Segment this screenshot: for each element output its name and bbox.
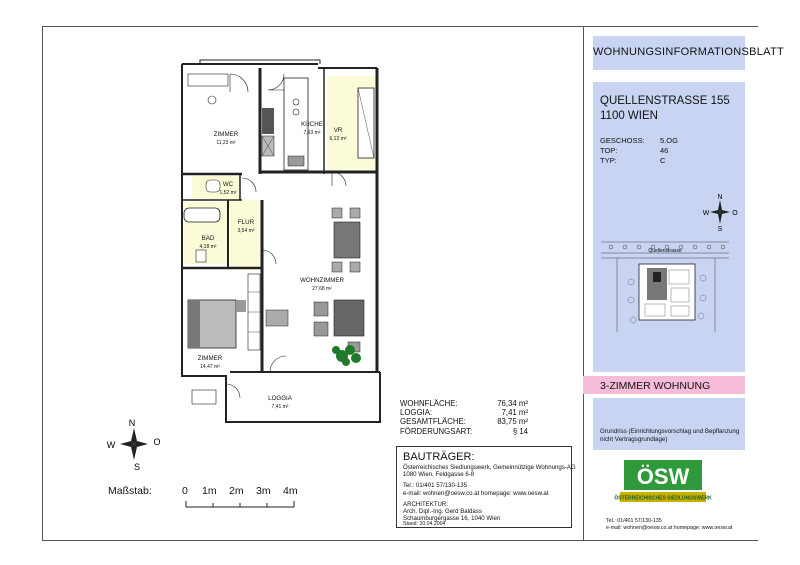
- address-city: 1100 WIEN: [600, 110, 658, 122]
- room-name: BAD: [201, 235, 215, 242]
- address-street: QUELLENSTRASSE 155: [600, 95, 730, 107]
- attr-label: TOP:: [600, 146, 618, 155]
- architect-date: Stand: 20.04.2004: [403, 521, 446, 527]
- area-label: FÖRDERUNGSART:: [400, 426, 473, 436]
- compass-w: W: [106, 440, 116, 450]
- attr-value: C: [660, 156, 666, 165]
- sidebar-footer: [606, 518, 732, 532]
- scale-mark: 0: [182, 485, 188, 497]
- compass-s: S: [133, 462, 141, 472]
- room-area: 27,68 m²: [312, 286, 332, 292]
- room-name: WC: [222, 181, 234, 188]
- area-value: § 14: [512, 426, 528, 436]
- footer-tel: Tel.: 01/401 57/130-135: [606, 518, 662, 524]
- builder-address: 1080 Wien, Feldgasse 6-8: [403, 471, 475, 478]
- scale-bar: [184, 498, 296, 510]
- unit-type: 3-ZIMMER WOHNUNG: [600, 380, 711, 392]
- compass-n: N: [717, 194, 723, 201]
- compass-o: O: [153, 437, 161, 447]
- area-label: GESAMTFLÄCHE:: [400, 417, 466, 427]
- sheet-title: WOHNUNGSINFORMATIONSBLATT: [593, 46, 785, 58]
- room-area: 6,12 m²: [329, 136, 347, 142]
- room-name: LOGGIA: [268, 395, 292, 402]
- floor-plan: [170, 54, 386, 424]
- room-area: 7,41 m²: [271, 404, 289, 410]
- architect-title: ARCHITEKTUR:: [403, 501, 449, 508]
- compass-w: W: [702, 210, 710, 217]
- scale-mark: 1m: [202, 485, 217, 497]
- room-area: 1,52 m²: [219, 190, 237, 196]
- compass-n: N: [128, 418, 136, 428]
- builder-tel: Tel.: 01/401 57/130-135: [403, 482, 468, 489]
- logo-text: ÖSW: [636, 464, 690, 489]
- osw-logo-icon: [614, 458, 712, 504]
- area-row: [400, 427, 560, 436]
- area-row: [400, 408, 560, 417]
- builder-title: BAUTRÄGER:: [403, 451, 475, 463]
- room-area: 11,23 m²: [216, 140, 236, 146]
- area-row: [400, 417, 560, 426]
- architect-name: Arch. Dipl.-Ing. Gerd Baldass: [403, 508, 482, 515]
- area-value: 76,34 m²: [497, 399, 528, 408]
- attr-top: [600, 146, 669, 155]
- footer-contact: e-mail: wohnen@oesw.co.at homepage: www.oesw.at: [606, 525, 733, 531]
- room-area: 7,93 m²: [303, 130, 321, 136]
- room-area: 4,18 m²: [199, 244, 217, 250]
- area-row: [400, 399, 560, 408]
- site-plan: [597, 236, 733, 334]
- scale-label: Maßstab:: [108, 485, 152, 497]
- compass-s: S: [717, 226, 723, 233]
- room-name: VR: [333, 127, 343, 134]
- attr-value: 46: [660, 146, 669, 155]
- architect-address: Schaumburgergasse 16, 1040 Wien: [403, 515, 501, 522]
- attr-label: GESCHOSS:: [600, 136, 645, 145]
- room-name: WOHNZIMMER: [300, 277, 344, 284]
- attr-type: [600, 156, 666, 165]
- scale-mark: 4m: [283, 485, 298, 497]
- compass-icon: [104, 416, 164, 472]
- area-value: 7,41 m²: [501, 408, 528, 418]
- builder-contact: e-mail: wohnen@oesw.co.at homepage: www.oesw.at: [403, 490, 549, 497]
- site-street-label: Quellenstrasse: [648, 248, 682, 254]
- room-name: KÜCHE: [301, 121, 323, 128]
- attr-label: TYP:: [600, 156, 617, 165]
- room-name: FLUR: [237, 219, 255, 226]
- room-area: 14,47 m²: [200, 364, 220, 370]
- area-summary: [400, 399, 560, 436]
- room-name: ZIMMER: [213, 131, 239, 138]
- area-label: LOGGIA:: [400, 408, 433, 418]
- area-value: 83,75 m²: [497, 417, 528, 427]
- logo-subtext: ÖSTERREICHISCHES SIEDLUNGSWERK: [614, 495, 712, 502]
- room-name: ZIMMER: [197, 355, 223, 362]
- compass-small-icon: [698, 192, 742, 232]
- attr-value: 5.OG: [660, 136, 678, 145]
- builder-name: Österreichisches Siedlungswerk, Gemeinnützige Wohnungs-AG: [403, 464, 576, 471]
- scale-mark: 2m: [229, 485, 244, 497]
- scale-mark: 3m: [256, 485, 271, 497]
- room-area: 3,54 m²: [237, 228, 255, 234]
- area-label: WOHNFLÄCHE:: [400, 399, 458, 408]
- plan-note: Grundriss (Einrichtungsvorschlag und Bepflanzung nicht Vertragsgrundlage): [600, 428, 740, 443]
- compass-o: O: [732, 210, 738, 217]
- attr-floor: [600, 136, 678, 145]
